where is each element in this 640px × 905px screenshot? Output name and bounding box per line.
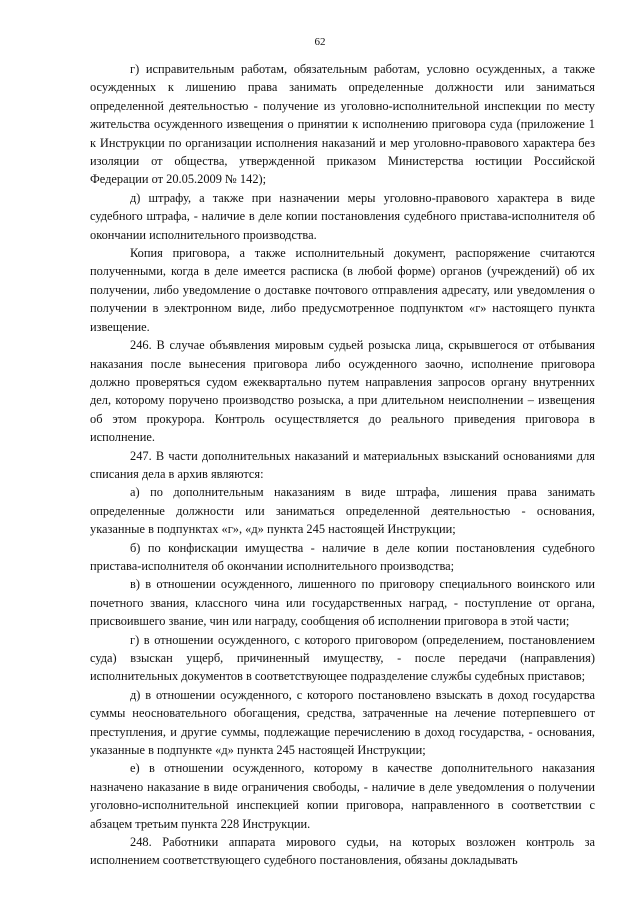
paragraph-246: 246. В случае объявления мировым судьей розыска лица, скрывшегося от отбывания наказания после вынесения приговора либо осужденного заочно, исполнение приговора должно проверяться судом ежеквартально путем направления запросов органу внутренних дел, которому поручено производство розыска, а при длительном неисполнении – извещения об этом прокурора. Контроль осуществляется до реального приведения приговора в исполнение. [90,338,595,445]
paragraph-247-e: е) в отношении осужденного, которому в качестве дополнительного наказания назначено наказание в виде ограничения свободы, - наличие в деле уведомления о получении уголовно-исполнительной инспекцией копии приговора, направленного в соответствии с абзацем третьим пункта 228 Инструкции. [90,761,595,831]
paragraph-247-g: г) в отношении осужденного, с которого приговором (определением, постановлением суда) взыскан ущерб, причиненный имуществу, - после передачи (направления) исполнительных документов в соответствующее подразделение службы судебных приставов; [90,632,595,684]
paragraph-copy-of-verdict: Копия приговора, а также исполнительный документ, распоряжение считаются полученными, когда в деле имеется расписка (в любой форме) органов (учреждений) об их получении, либо уведомление о доставке почтового отправления адресату, или уведомления о получении в электронном виде, либо предусмотренное подпунктом «г» настоящего пункта извещение. [90,246,595,334]
paragraph-247-v: в) в отношении осужденного, лишенного по приговору специального воинского или почетного звания, классного чина или государственных наград, - поступление от органа, присвоившего звание, чин или награду, сообщения об исполнении приговора в этой части; [90,577,595,629]
paragraph-247-d: д) в отношении осужденного, с которого постановлено взыскать в доход государства суммы неосновательного обогащения, средства, затраченные на лечение потерпевшего от преступления, и другие суммы, подлежащие перечислению в доход государства, - основания, указанные в подпункте «д» пункта 245 настоящей Инструкции; [90,687,595,758]
paragraph-247: 247. В части дополнительных наказаний и материальных взысканий основаниями для списания дела в архив являются: [90,448,595,481]
paragraph-247-a: а) по дополнительным наказаниям в виде штрафа, лишения права занимать определенные должности или заниматься определенной деятельностью - основания, указанные в подпунктах «г», «д» пункта 245 настоящей Инструкции; [90,485,595,537]
paragraph-248: 248. Работники аппарата мирового судьи, на которых возложен контроль за исполнением соответствующего судебного постановления, обязаны докладывать [90,835,595,868]
paragraph-247-b: б) по конфискации имущества - наличие в деле копии постановления судебного пристава-исполнителя об окончании исполнительного производства; [90,540,595,573]
document-body [90,60,595,870]
paragraph-d-fine: д) штрафу, а также при назначении меры уголовно-правового характера в виде судебного штрафа, - наличие в деле копии постановления судебного пристава-исполнителя об окончании исполнительного производства. [90,190,595,242]
paragraph-g-corrective-works: г) исправительным работам, обязательным работам, условно осужденных, а также осужденных к лишению права занимать определенные должности или заниматься определенной деятельностью - получение из уголовно-исполнительной инспекции по месту жительства осужденного извещения о принятии к исполнению приговора суда (приложение 1 к Инструкции по организации исполнения наказаний и мер уголовно-правового характера без изоляции от общества, утвержденной приказом Министерства юстиции Российской Федерации от 20.05.2009 № 142); [90,62,595,187]
page-number: 62 [314,36,326,48]
